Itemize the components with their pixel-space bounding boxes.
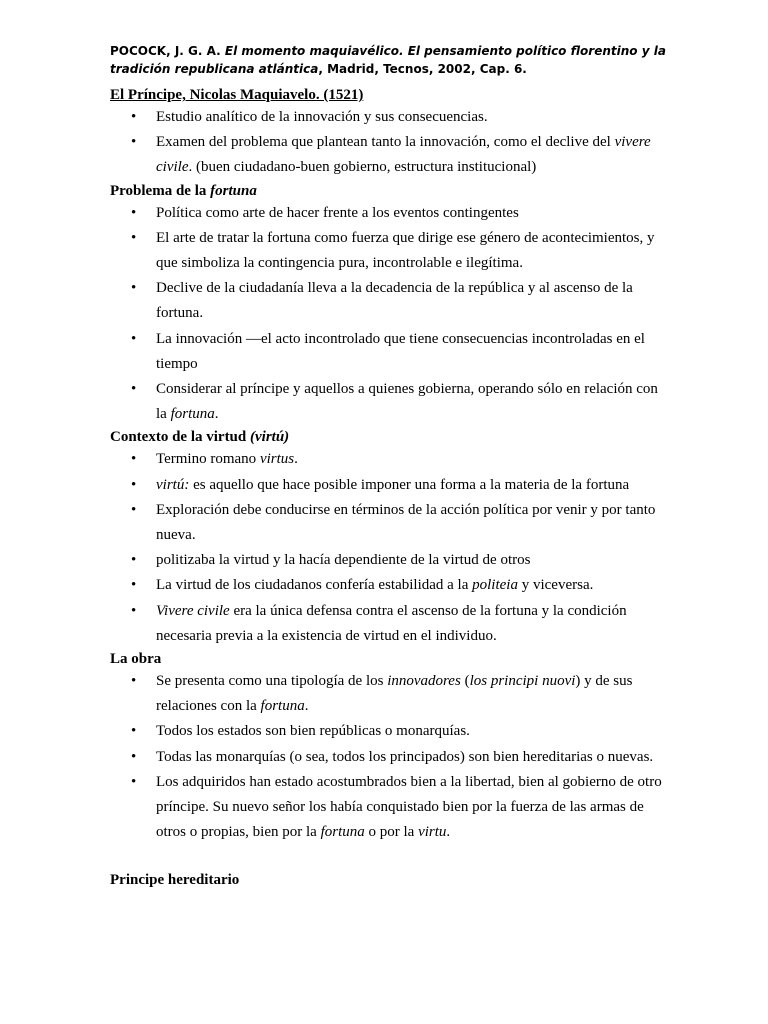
list-item: • Examen del problema que plantean tanto la innovación, como el declive del vivere civile. (buen ciudadano-buen gobierno, estructura institucional) xyxy=(110,130,670,180)
list-item: • Declive de la ciudadanía lleva a la decadencia de la república y al ascenso de la fortuna. xyxy=(110,276,670,326)
list-item: • Los adquiridos han estado acostumbrados bien a la libertad, bien al gobierno de otro príncipe. Su nuevo señor los había conquistado bien por la fuerza de las armas de otros o propias, bien por la fortuna o por la virtu. xyxy=(110,770,670,846)
bullet-list xyxy=(110,201,670,428)
section-heading-problema-fortuna: Problema de la fortuna xyxy=(110,182,257,199)
section-heading-contexto-virtud: Contexto de la virtud (virtú) xyxy=(110,429,290,446)
list-item: • La virtud de los ciudadanos confería estabilidad a la politeia y viceversa. xyxy=(110,573,670,598)
list-item: • Se presenta como una tipología de los innovadores (los principi nuovi) y de sus relaciones con la fortuna. xyxy=(110,669,670,719)
citation-title: El momento maquiavélico. El pensamiento político florentino y la tradición republicana atlántica xyxy=(110,44,666,76)
bullet-list xyxy=(110,105,670,181)
section-heading-el-principe: El Príncipe, Nicolas Maquiavelo. (1521) xyxy=(110,87,364,103)
bullet-list xyxy=(110,669,670,845)
list-item: • Estudio analítico de la innovación y sus consecuencias. xyxy=(110,105,670,130)
list-item: • El arte de tratar la fortuna como fuerza que dirige ese género de acontecimientos, y que simboliza la contingencia pura, incontrolable e ilegítima. xyxy=(110,226,670,276)
list-item: • Política como arte de hacer frente a los eventos contingentes xyxy=(110,201,670,226)
section-heading-la-obra: La obra xyxy=(110,651,162,668)
list-item: • La innovación —el acto incontrolado que tiene consecuencias incontroladas en el tiempo xyxy=(110,327,670,377)
bullet-list xyxy=(110,447,670,649)
citation-publication: , Madrid, Tecnos, 2002, Cap. 6. xyxy=(318,62,527,76)
list-item: • Vivere civile era la única defensa contra el ascenso de la fortuna y la condición necesaria previa a la existencia de virtud en el individuo. xyxy=(110,599,670,649)
list-item: • Todas las monarquías (o sea, todos los principados) son bien hereditarias o nuevas. xyxy=(110,745,670,770)
list-item: • politizaba la virtud y la hacía dependiente de la virtud de otros xyxy=(110,548,670,573)
citation xyxy=(110,42,670,78)
spacer xyxy=(110,845,670,870)
document-body xyxy=(110,85,670,890)
list-item: • Considerar al príncipe y aquellos a quienes gobierna, operando sólo en relación con la fortuna. xyxy=(110,377,670,427)
citation-author: POCOCK, J. G. A. xyxy=(110,44,221,58)
list-item: • Todos los estados son bien repúblicas o monarquías. xyxy=(110,719,670,744)
list-item: • Termino romano virtus. xyxy=(110,447,670,472)
section-heading-principe-hereditario: Principe hereditario xyxy=(110,872,240,889)
list-item: • virtú: es aquello que hace posible imponer una forma a la materia de la fortuna xyxy=(110,473,670,498)
list-item: • Exploración debe conducirse en términos de la acción política por venir y por tanto nueva. xyxy=(110,498,670,548)
